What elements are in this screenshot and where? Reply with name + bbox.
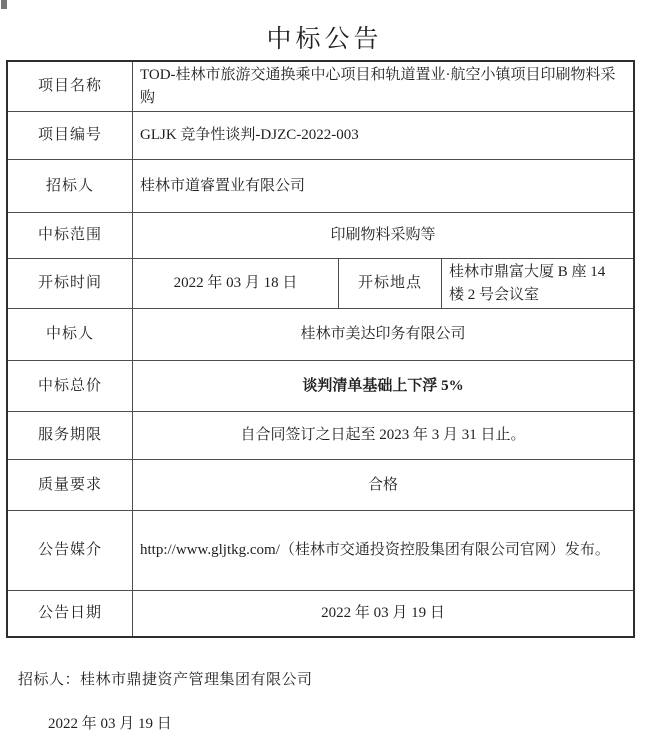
row-value-opening-place: 桂林市鼎富大厦 B 座 14 楼 2 号会议室	[449, 264, 606, 303]
row-value: 桂林市道睿置业有限公司	[140, 177, 306, 194]
row-label: 招标人	[8, 160, 133, 212]
row-label: 中标人	[8, 309, 133, 360]
page-title: 中标公告	[266, 26, 383, 53]
table-row-service-period	[8, 412, 633, 460]
row-label-opening-place: 开标地点	[339, 259, 442, 308]
row-value-opening-time: 2022 年 03 月 18 日	[133, 259, 339, 308]
row-value: 桂林市美达印务有限公司	[300, 326, 466, 343]
table-row-winner	[8, 309, 633, 361]
row-value: TOD-桂林市旅游交通换乘中心项目和轨道置业·航空小镇项目印刷物料采购	[140, 67, 616, 106]
row-label: 中标范围	[8, 213, 133, 258]
table-row-total-price	[8, 361, 633, 412]
row-value: 自合同签订之日起至 2023 年 3 月 31 日止。	[240, 427, 526, 444]
row-label: 质量要求	[8, 460, 133, 510]
row-value: http://www.gljtkg.com/（桂林市交通投资控股集团有限公司官网）发布。	[140, 542, 610, 559]
row-label: 项目名称	[8, 62, 133, 111]
row-label: 中标总价	[8, 361, 133, 411]
table-row-project-number	[8, 112, 633, 160]
table-row-bid-scope	[8, 213, 633, 259]
row-label: 公告媒介	[8, 511, 133, 590]
row-label: 公告日期	[8, 591, 133, 636]
table-row-tenderer	[8, 160, 633, 213]
table-row-announcement-date	[8, 591, 633, 636]
row-label: 开标时间	[8, 259, 133, 308]
bid-announcement-table	[6, 60, 635, 638]
table-row-announcement-media	[8, 511, 633, 591]
row-value: GLJK 竞争性谈判-DJZC-2022-003	[140, 127, 359, 144]
table-row-quality-requirement	[8, 460, 633, 511]
footer-date-line: 2022 年 03 月 19 日	[48, 716, 172, 732]
scan-artifact	[1, 0, 7, 9]
row-label: 服务期限	[8, 412, 133, 459]
row-label: 项目编号	[8, 112, 133, 159]
row-value: 谈判清单基础上下浮 5%	[302, 377, 464, 394]
row-value: 合格	[367, 476, 398, 493]
table-row-bid-opening	[8, 259, 633, 309]
row-value: 印刷物料采购等	[330, 227, 436, 244]
footer-tenderer-line: 招标人：桂林市鼎捷资产管理集团有限公司	[18, 672, 313, 688]
table-row-project-name	[8, 62, 633, 112]
row-value: 2022 年 03 月 19 日	[321, 605, 445, 622]
